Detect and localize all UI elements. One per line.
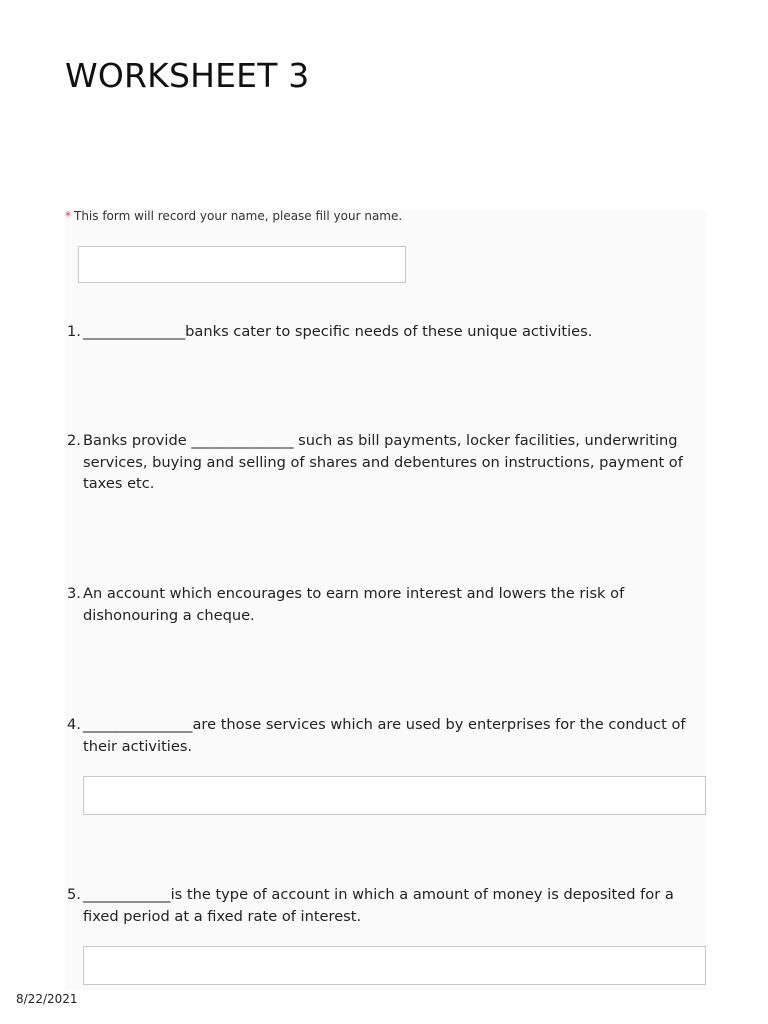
answer-input-question-5[interactable] bbox=[83, 946, 706, 985]
question-text: _______________are those services which are used by enterprises for the conduct of their activities. bbox=[83, 716, 686, 755]
question-text: Banks provide ______________ such as bill payments, locker facilities, underwriting services, buying and selling of shares and debentures on instructions, payment of taxes etc. bbox=[83, 432, 683, 492]
question-number: 1. bbox=[67, 323, 81, 340]
question-number: 4. bbox=[67, 716, 81, 733]
answer-input-question-4[interactable] bbox=[83, 776, 706, 815]
name-notice bbox=[65, 209, 402, 223]
question-text: An account which encourages to earn more interest and lowers the risk of dishonouring a cheque. bbox=[83, 585, 625, 624]
question-number: 3. bbox=[67, 585, 81, 602]
name-input[interactable] bbox=[78, 246, 406, 283]
question-text: ______________banks cater to specific needs of these unique activities. bbox=[83, 323, 593, 340]
question-number: 2. bbox=[67, 432, 81, 449]
question-4 bbox=[67, 714, 707, 757]
question-3 bbox=[67, 583, 707, 626]
question-2 bbox=[67, 430, 707, 495]
question-number: 5. bbox=[67, 886, 81, 903]
question-5 bbox=[67, 884, 707, 927]
name-notice-text: This form will record your name, please fill your name. bbox=[74, 209, 403, 223]
question-text: ____________is the type of account in which a amount of money is deposited for a fixed period at a fixed rate of interest. bbox=[83, 886, 674, 925]
question-1 bbox=[67, 321, 707, 343]
page-title: WORKSHEET 3 bbox=[65, 56, 310, 95]
print-date: 8/22/2021 bbox=[16, 992, 78, 1006]
required-mark: * bbox=[65, 209, 71, 223]
